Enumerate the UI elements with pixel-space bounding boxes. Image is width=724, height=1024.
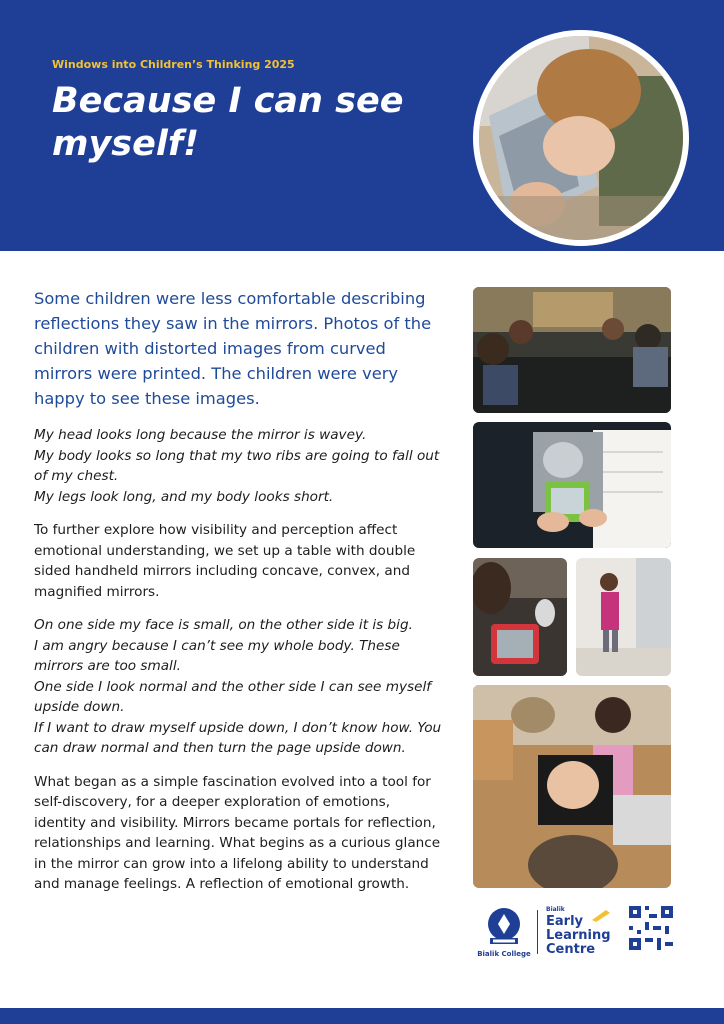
hero-photo-frame	[473, 30, 689, 246]
children-quotes-2	[34, 615, 446, 759]
photo-children-at-table	[473, 287, 671, 413]
early-learning-centre-logo	[546, 906, 622, 958]
quote-line: One side I look normal and the other side I can see myself upside down.	[34, 678, 432, 715]
body-paragraph-2: What began as a simple fascination evolved into a tool for self-discovery, for a deeper exploration of emotions, identity and visibility. Mirrors became portals for reflection, relationships and learning. What begins as a curious glance in the mirror can grow into a lifelong ability to understand and manage feelings. A reflection of emotional growth.	[34, 773, 441, 892]
article-body	[34, 286, 446, 908]
photo-child-with-red-mirror	[473, 558, 567, 676]
footer-bar	[0, 1008, 724, 1024]
quote-line: My body looks so long that my two ribs are going to fall out of my chest.	[34, 447, 440, 484]
quote-line: If I want to draw myself upside down, I don’t know how. You can draw normal and then turn the page upside down.	[34, 719, 442, 756]
bialik-college-label: Bialik College	[477, 950, 531, 958]
qr-code-icon[interactable]	[629, 906, 673, 950]
photo-hands-with-mirror	[473, 422, 671, 548]
pencil-icon	[592, 910, 610, 922]
elc-line-2: Learning	[546, 928, 611, 943]
quote-line: I am angry because I can’t see my whole body. These mirrors are too small.	[34, 637, 400, 674]
quote-line: My legs look long, and my body looks short.	[34, 488, 334, 505]
quote-line: My head looks long because the mirror is wavey.	[34, 427, 367, 443]
photo-girl-in-mirror	[576, 558, 671, 676]
eyebrow-text: Windows into Children’s Thinking 2025	[52, 58, 295, 71]
logo-divider	[537, 910, 538, 954]
elc-small-label: Bialik	[546, 906, 565, 913]
lead-paragraph: Some children were less comfortable describing reflections they saw in the mirrors. Photos of the children with distorted images from curved mirrors were printed. The children were very happy to see these images.	[34, 289, 432, 408]
children-quotes-1	[34, 425, 446, 507]
elc-line-3: Centre	[546, 942, 596, 957]
hero-photo	[479, 36, 683, 240]
header-banner	[0, 0, 724, 251]
photo-child-holding-printed-image	[473, 685, 671, 888]
body-paragraph-1: To further explore how visibility and perception affect emotional understanding, we set up a table with double sided handheld mirrors including concave, convex, and magnified mirrors.	[34, 522, 416, 600]
quote-line: On one side my face is small, on the other side it is big.	[34, 617, 413, 633]
elc-line-1: Early	[546, 914, 583, 929]
page-title: Because I can see myself!	[52, 81, 404, 164]
